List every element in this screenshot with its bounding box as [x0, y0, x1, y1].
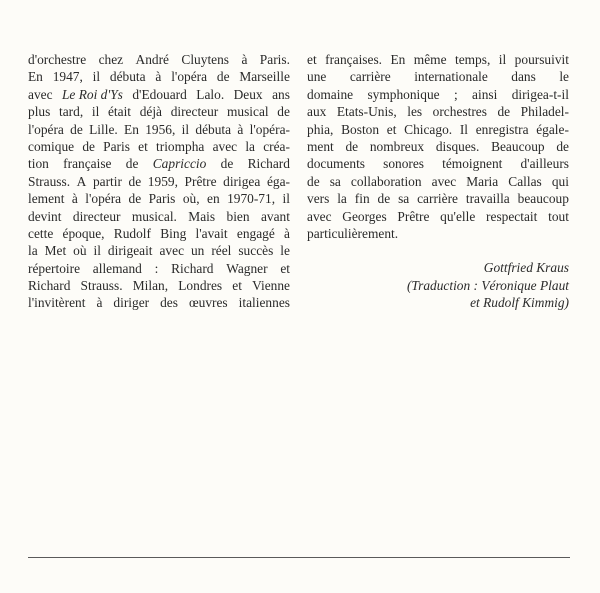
text-line: lement à l'opéra de Paris où, en 1970-71, il [28, 191, 290, 207]
signature-block [307, 259, 569, 311]
left-column [28, 51, 290, 312]
translation-credit: (Traduction : Véronique Plaut [406, 277, 569, 293]
text-line: devint directeur musical. Mais bien avant [28, 208, 290, 224]
author-name: Gottfried Kraus [483, 260, 569, 276]
text-line: documents sonores témoignent d'ailleurs [307, 156, 569, 172]
footer-divider [28, 557, 570, 558]
text-line: domaine symphonique ; ainsi dirigea-t-il [307, 86, 569, 102]
text-line: de sa collaboration avec Maria Callas qui [307, 173, 569, 189]
text-line: la Met où il dirigeait avec un réel succès le [28, 243, 290, 259]
text-line: vers la fin de sa carrière travailla beaucoup [307, 191, 569, 207]
text-line: comique de Paris et triompha avec la créa- [28, 138, 290, 154]
translation-credit: et Rudolf Kimmig) [470, 295, 569, 311]
text-line: ment de nombreux disques. Beaucoup de [307, 138, 569, 154]
text-line: En 1947, il débuta à l'opéra de Marseille [28, 69, 290, 85]
text-line: Richard Strauss. Milan, Londres et Vienne [28, 278, 290, 294]
text-line: phia, Boston et Chicago. Il enregistra égale- [307, 121, 569, 137]
text-line: particulièrement. [307, 225, 399, 241]
text-line: répertoire allemand : Richard Wagner et [28, 260, 290, 276]
text-line: et françaises. En même temps, il poursuivit [307, 52, 569, 67]
text-line: l'opéra de Lille. En 1956, il débuta à l'opéra- [28, 121, 290, 137]
text-line: cette époque, Rudolf Bing l'avait engagé à [28, 225, 290, 241]
text-line: Strauss. A partir de 1959, Prêtre dirigea éga- [28, 173, 290, 189]
text-line: avec Georges Prêtre qu'elle respectait tout [307, 208, 569, 224]
text-line: d'orchestre chez André Cluytens à Paris. [28, 52, 290, 67]
text-line: aux Etats-Unis, les orchestres de Philadel- [307, 104, 569, 120]
text-line: l'invitèrent à diriger des œuvres italiennes [28, 295, 290, 311]
text-line: tion française de Capriccio de Richard [28, 156, 290, 172]
text-line: une carrière internationale dans le [307, 69, 569, 85]
text-line: plus tard, il était déjà directeur musical de [28, 104, 290, 120]
right-column [307, 51, 569, 311]
text-line: avec Le Roi d'Ys d'Edouard Lalo. Deux ans [28, 86, 290, 102]
